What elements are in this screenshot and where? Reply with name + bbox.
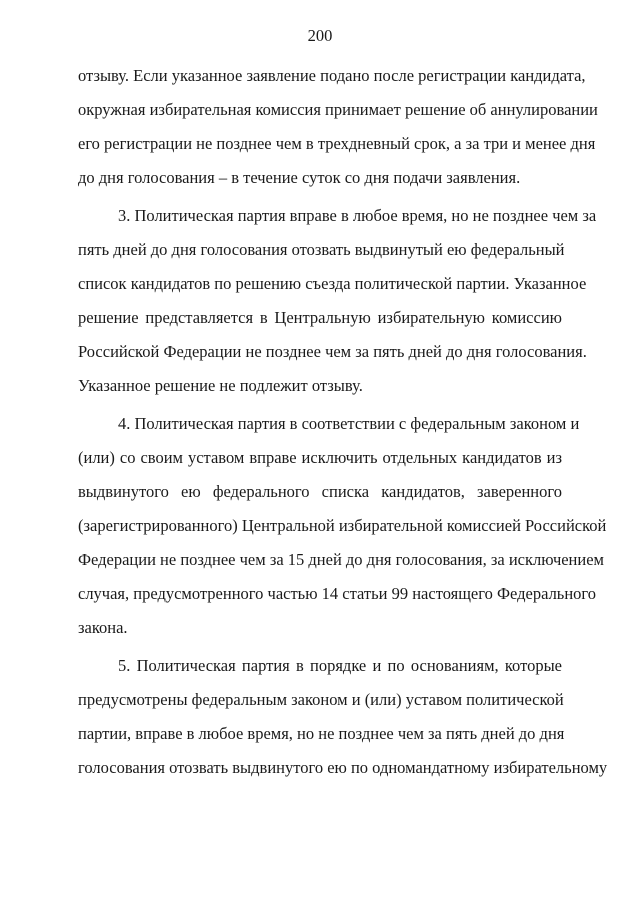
text-line: Указанное решение не подлежит отзыву. (78, 376, 363, 395)
text-line: случая, предусмотренного частью 14 статьи 99 настоящего Федерального (78, 584, 597, 603)
paragraph-4-first-line: 4. Политическая партия в соответствии с федеральным законом и (118, 414, 580, 433)
text-line: Российской Федерации не позднее чем за пять дней до дня голосования. (78, 342, 587, 361)
text-line: Федерации не позднее чем за 15 дней до дня голосования, за исключением (78, 550, 604, 569)
text-line: отзыву. Если указанное заявление подано после регистрации кандидата, (78, 66, 586, 85)
text-line: список кандидатов по решению съезда политической партии. Указанное (78, 274, 587, 293)
paragraph-3-first-line: 3. Политическая партия вправе в любое время, но не позднее чем за (118, 206, 597, 225)
text-line: партии, вправе в любое время, но не позднее чем за пять дней до дня (78, 724, 565, 743)
text-line: (или) со своим уставом вправе исключить отдельных кандидатов из (78, 448, 562, 467)
text-line: закона. (78, 618, 128, 637)
text-line: его регистрации не позднее чем в трехдневный срок, а за три и менее дня (78, 134, 596, 153)
text-line: предусмотрены федеральным законом и (или) уставом политической (78, 690, 564, 709)
text-line: выдвинутого ею федерального списка кандидатов, заверенного (78, 482, 562, 501)
text-line: до дня голосования – в течение суток со дня подачи заявления. (78, 168, 521, 187)
text-line: окружная избирательная комиссия принимает решение об аннулировании (78, 100, 598, 119)
text-line: решение представляется в Центральную избирательную комиссию (78, 308, 562, 327)
text-line: голосования отозвать выдвинутого ею по одномандатному избирательному (78, 758, 608, 777)
text-line: (зарегистрированного) Центральной избирательной комиссией Российской (78, 516, 607, 535)
text-line: пять дней до дня голосования отозвать выдвинутый ею федеральный (78, 240, 565, 259)
page-number: 200 (307, 26, 333, 45)
paragraph-5-first-line: 5. Политическая партия в порядке и по основаниям, которые (118, 656, 562, 675)
